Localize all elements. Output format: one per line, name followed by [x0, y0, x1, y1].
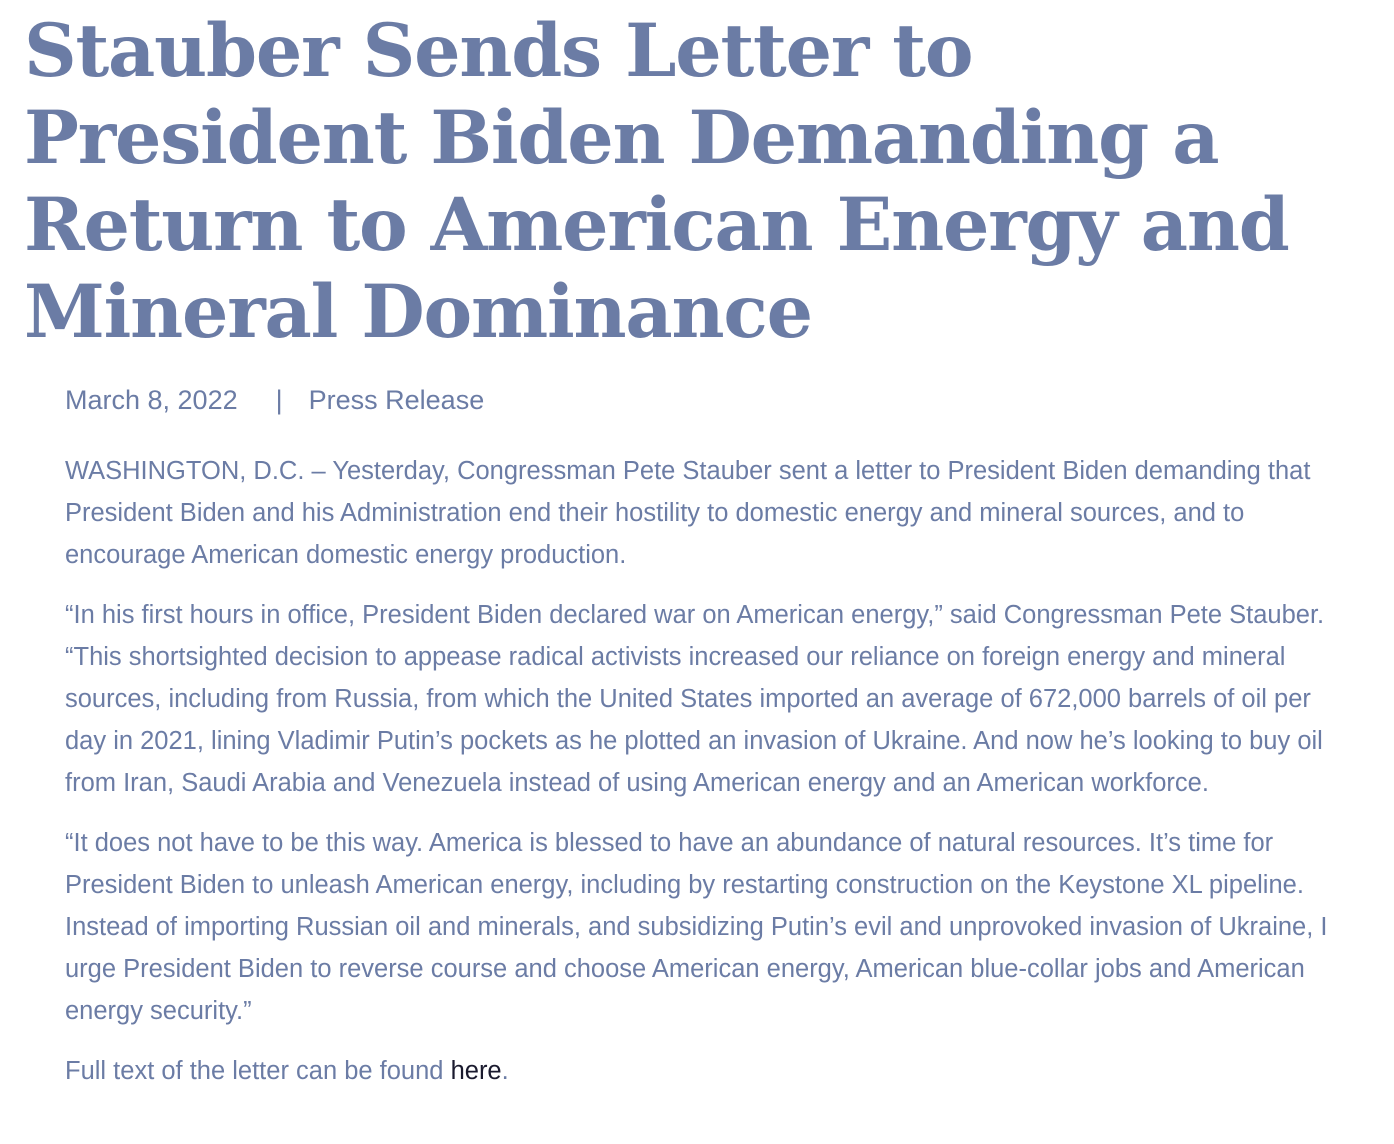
letter-link[interactable]: here: [450, 1057, 502, 1085]
paragraph-closing: [65, 1050, 1335, 1092]
closing-period: .: [501, 1057, 509, 1085]
paragraph-quote-2: “It does not have to be this way. America is blessed to have an abundance of natural resources. It’s time for President Biden to unleash American energy, including by restarting construction on the Keystone XL pipeline. Instead of importing Russian oil and minerals, and subsidizing Putin’s evil and unprovoked invasion of Ukraine, I urge President Biden to reverse course and choose American energy, American blue-collar jobs and American energy security.”: [65, 829, 1328, 1025]
paragraph-intro: WASHINGTON, D.C. – Yesterday, Congressman Pete Stauber sent a letter to President Biden demanding that President Biden and his Administration end their hostility to domestic energy and mineral sources, and to encourage American domestic energy production.: [65, 457, 1311, 569]
closing-text: Full text of the letter can be found: [65, 1057, 451, 1085]
publish-date: March 8, 2022: [65, 385, 238, 415]
article-body: [65, 450, 1335, 1110]
paragraph-quote-1: “In his first hours in office, President Biden declared war on American energy,” said Congressman Pete Stauber. “This shortsighted decision to appease radical activists increased our reliance on foreign energy and mineral sources, including from Russia, from which the United States imported an average of 672,000 barrels of oil per day in 2021, lining Vladimir Putin’s pockets as he plotted an invasion of Ukraine. And now he’s looking to buy oil from Iran, Saudi Arabia and Venezuela instead of using American energy and an American workforce.: [65, 601, 1325, 797]
article-meta: [65, 382, 484, 418]
meta-separator: |: [275, 385, 283, 415]
page-title: Stauber Sends Letter to President Biden Demanding a Return to American Energy and Mineral Dominance: [24, 8, 1289, 355]
article-category: Press Release: [308, 385, 485, 415]
